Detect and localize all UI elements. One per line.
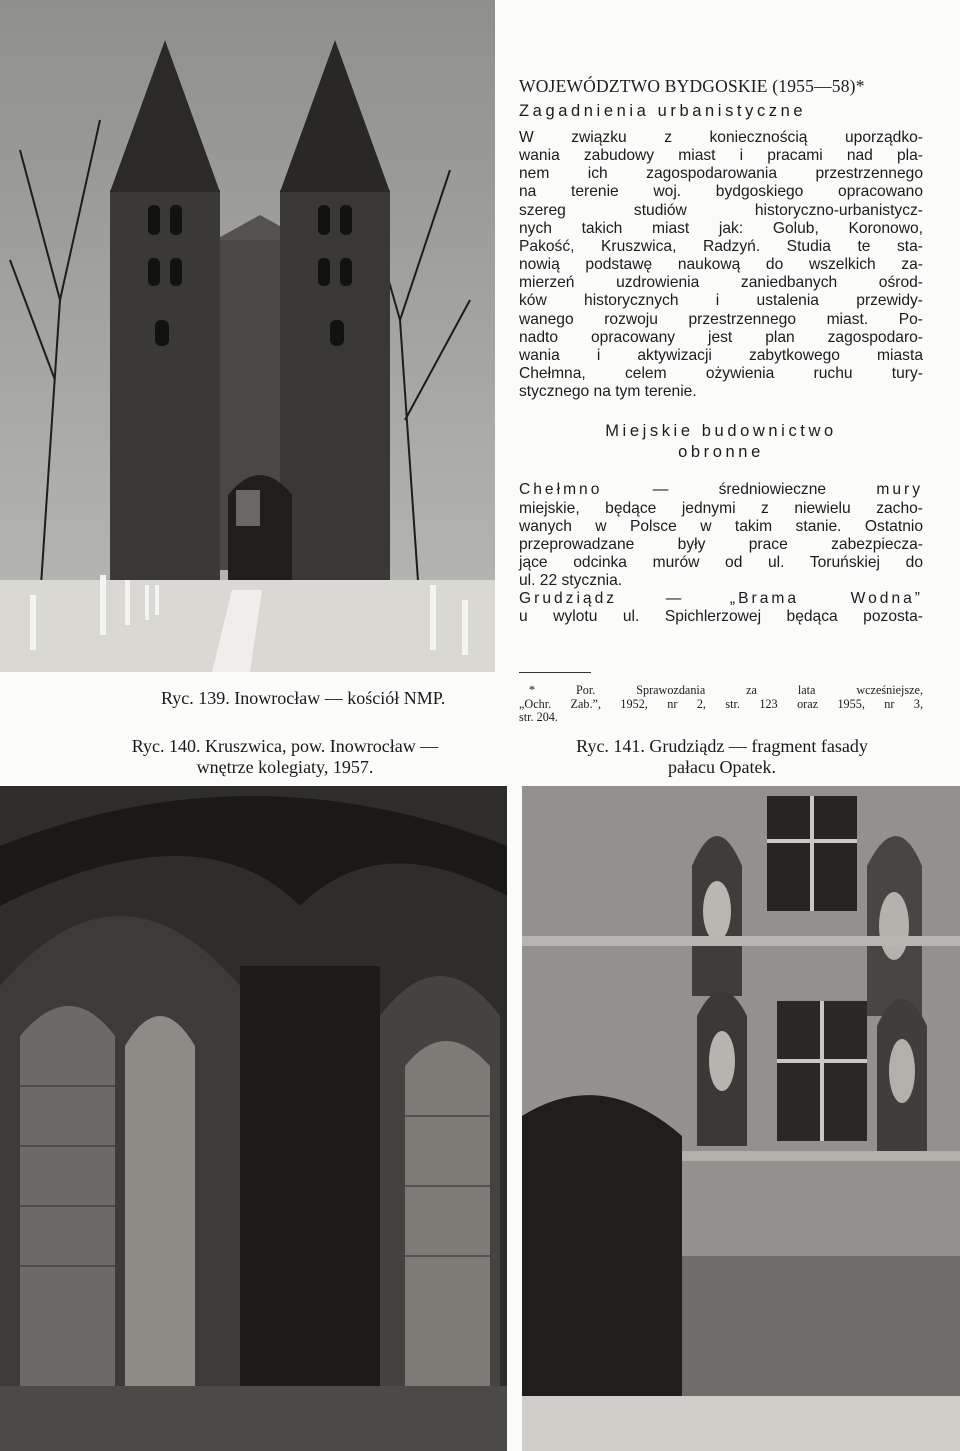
body-line: Pakość, Kruszwica, Radzyń. Studia te sta- xyxy=(519,237,923,255)
footnote-rule xyxy=(519,672,591,673)
body-line: W związku z koniecznością uporządko- xyxy=(519,129,923,146)
facade-illustration xyxy=(522,786,960,1451)
body-line: wanych w Polsce w takim stanie. Ostatnio xyxy=(519,517,923,535)
figure-139-caption-text: Ryc. 139. Inowrocław — kościół NMP. xyxy=(161,688,446,708)
body-line: ków historycznych i ustalenia przewidy- xyxy=(519,292,923,310)
body-line: nadto opracowany jest plan zagospodaro- xyxy=(519,328,923,346)
figure-140-caption-line2: wnętrze kolegiaty, 1957. xyxy=(196,757,374,777)
body-text-fragment: — xyxy=(617,590,730,608)
section-defensive-body xyxy=(519,481,923,626)
footnote-line: * Por. Sprawozdania za lata wcześniejsze, xyxy=(529,683,923,697)
section-urban-body xyxy=(519,129,923,401)
figure-139-caption xyxy=(161,688,445,709)
body-line: wania i aktywizacji zabytkowego miasta xyxy=(519,346,923,364)
palace-facade-photo xyxy=(522,786,960,1451)
section-title-urban: Zagadnienia urbanistyczne xyxy=(519,102,807,120)
body-line: nych takich miast jak: Golub, Koronowo, xyxy=(519,219,923,237)
interior-illustration xyxy=(0,786,507,1451)
church-illustration xyxy=(0,0,495,672)
body-line: Chełmna, celem ożywienia ruchu tury- xyxy=(519,365,923,383)
place-name-grudziadz: Grudziądz xyxy=(519,590,618,608)
footnote xyxy=(519,684,923,725)
body-line: jące odcinka murów od ul. Toruńskiej do xyxy=(519,553,923,571)
body-line: nowią podstawę naukową do wszelkich za- xyxy=(519,256,923,274)
collegiate-interior-photo xyxy=(0,786,507,1451)
body-line: na terenie woj. bydgoskiego opracowano xyxy=(519,183,923,201)
body-line xyxy=(519,481,923,499)
figure-141-caption xyxy=(522,736,922,778)
article-column xyxy=(519,76,923,627)
figure-140-caption-line1: Ryc. 140. Kruszwica, pow. Inowrocław — xyxy=(131,736,439,756)
term-brama-wodna: „Brama Wodna” xyxy=(729,590,923,608)
figure-141-caption-line1: Ryc. 141. Grudziądz — fragment fasady xyxy=(576,736,868,756)
section-title-defensive-line2: obronne xyxy=(678,443,764,462)
body-line: stycznego na tym terenie. xyxy=(519,383,697,401)
body-line: nem ich zagospodarowania przestrzennego xyxy=(519,165,923,183)
place-name-chelmno: Chełmno xyxy=(519,481,603,499)
body-line xyxy=(519,590,923,608)
body-line: u wylotu ul. Spichlerzowej będąca pozosta- xyxy=(519,608,923,626)
figure-140-caption xyxy=(75,736,495,778)
body-line: miejskie, będące jednymi z niewielu zacho- xyxy=(519,499,923,517)
church-photo xyxy=(0,0,495,672)
footnote-line: str. 204. xyxy=(519,710,558,724)
footnote-line: „Ochr. Zab.”, 1952, nr 2, str. 123 oraz 1955, nr 3, xyxy=(519,696,923,711)
article-heading: WOJEWÓDZTWO BYDGOSKIE (1955—58)* xyxy=(519,76,865,96)
section-title-defensive-line1: Miejskie budownictwo xyxy=(605,422,837,441)
body-line: wanego rozwoju przestrzennego miast. Po- xyxy=(519,310,923,328)
body-line: przeprowadzane były prace zabezpiecza- xyxy=(519,535,923,553)
body-line: szereg studiów historyczno-urbanistycz- xyxy=(519,201,923,219)
body-line: wania zabudowy miast i pracami nad pla- xyxy=(519,147,923,165)
body-text-fragment: — średniowieczne xyxy=(602,481,877,499)
body-line: ul. 22 stycznia. xyxy=(519,572,623,590)
term-mury: mury xyxy=(876,481,923,499)
figure-141-caption-line2: pałacu Opatek. xyxy=(668,757,776,777)
body-line: mierzeń uzdrowienia zaniedbanych ośrod- xyxy=(519,274,923,292)
